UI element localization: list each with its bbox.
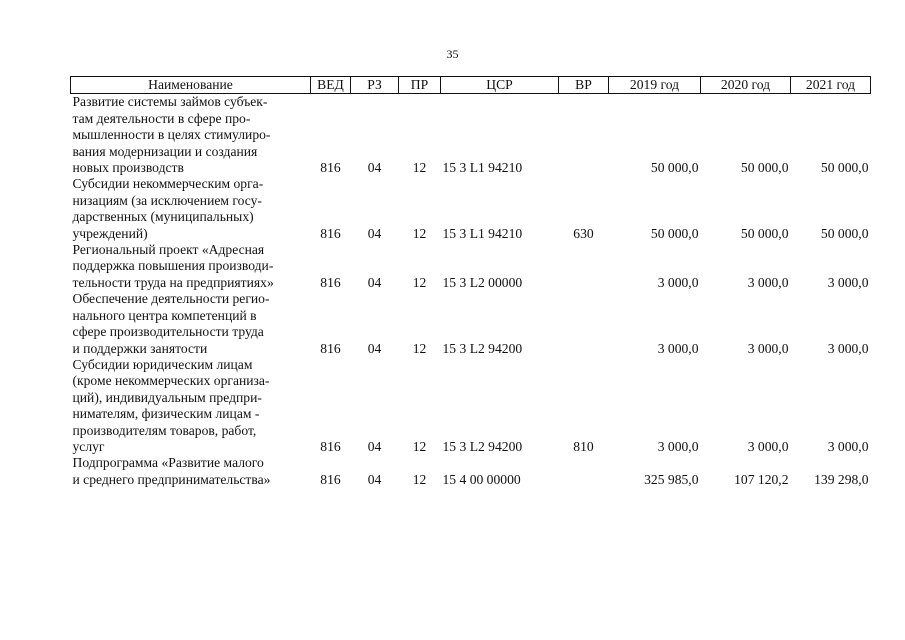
row-name [71,291,311,357]
cell-csr: 15 3 L2 94200 [442,340,523,356]
cell-2019: 3 000,0 [657,340,699,356]
cell-vr: 630 [573,225,594,241]
name-line: дарственных (муниципальных) [72,209,254,225]
table-row [71,291,871,357]
cell-rz: 04 [367,438,382,454]
header-name: Наименование [71,77,311,94]
name-line: тельности труда на предприятиях» [72,274,274,290]
name-line: низациям (за исключением госу- [72,192,262,208]
cell-rz: 04 [367,160,382,176]
page-number: 35 [446,47,459,61]
cell-pr: 12 [412,274,427,290]
name-line: сфере производительности труда [72,324,264,340]
name-line: новых производств [72,160,184,176]
cell-ved: 816 [320,160,341,176]
name-line: нимателям, физическим лицам - [72,406,260,422]
name-line: вания модернизации и создания [72,143,258,159]
cell-csr: 15 3 L1 94210 [442,160,523,176]
cell-rz: 04 [367,471,382,487]
cell-csr: 15 3 L2 00000 [442,274,523,290]
header-pr: ПР [399,77,441,94]
cell-vr: 810 [573,438,594,454]
name-line: и поддержки занятости [72,340,208,356]
cell-2020: 107 120,2 [734,471,789,487]
name-line: Субсидии некоммерческим орга- [72,176,264,192]
cell-ved: 816 [320,225,341,241]
cell-csr: 15 3 L2 94200 [442,438,523,454]
cell-2021: 50 000,0 [820,160,869,176]
cell-2021: 50 000,0 [820,225,869,241]
cell-2019: 50 000,0 [650,225,699,241]
cell-vr [559,291,609,357]
header-2021: 2021 год [791,77,871,94]
header-csr: ЦСР [441,77,559,94]
name-line: Развитие системы займов субъек- [72,94,268,110]
cell-pr: 12 [412,160,427,176]
cell-csr: 15 4 00 00000 [442,471,521,487]
cell-rz: 04 [367,225,382,241]
row-name [71,176,311,242]
cell-2021: 139 298,0 [814,471,869,487]
cell-vr [559,94,609,177]
cell-2020: 3 000,0 [747,274,789,290]
cell-csr: 15 3 L1 94210 [442,225,523,241]
table-row [71,94,871,177]
name-line: Региональный проект «Адресная [72,242,265,258]
name-line: Субсидии юридическим лицам [72,356,253,372]
row-name [71,357,311,455]
row-name [71,94,311,177]
cell-ved: 816 [320,340,341,356]
table-row [71,357,871,455]
name-line: ций), индивидуальным предпри- [72,389,262,405]
name-line: и среднего предпринимательства» [72,471,271,487]
name-line: (кроме некоммерческих организа- [72,373,270,389]
name-line: услуг [72,438,105,454]
table-row [71,455,871,488]
cell-pr: 12 [412,471,427,487]
name-line: мышленности в целях стимулиро- [72,127,271,143]
cell-2020: 3 000,0 [747,340,789,356]
cell-2020: 50 000,0 [740,160,789,176]
cell-ved: 816 [320,274,341,290]
table-row [71,176,871,242]
header-2019: 2019 год [609,77,701,94]
row-name [71,242,311,291]
name-line: нального центра компетенций в [72,307,257,323]
cell-pr: 12 [412,438,427,454]
cell-2019: 325 985,0 [644,471,699,487]
cell-rz: 04 [367,274,382,290]
cell-pr: 12 [412,225,427,241]
header-vr: ВР [559,77,609,94]
cell-2020: 3 000,0 [747,438,789,454]
cell-pr: 12 [412,340,427,356]
cell-2021: 3 000,0 [827,340,869,356]
cell-2021: 3 000,0 [827,274,869,290]
cell-2019: 50 000,0 [650,160,699,176]
name-line: учреждений) [72,225,148,241]
cell-ved: 816 [320,471,341,487]
cell-2019: 3 000,0 [657,274,699,290]
name-line: Подпрограмма «Развитие малого [72,455,264,471]
budget-table [70,76,871,488]
name-line: поддержка повышения производи- [72,258,274,274]
row-name [71,455,311,488]
header-2020: 2020 год [701,77,791,94]
header-rz: РЗ [351,77,399,94]
name-line: Обеспечение деятельности регио- [72,291,270,307]
cell-ved: 816 [320,438,341,454]
name-line: производителям товаров, работ, [72,422,257,438]
cell-2020: 50 000,0 [740,225,789,241]
cell-vr [559,455,609,488]
cell-vr [559,242,609,291]
cell-2021: 3 000,0 [827,438,869,454]
table-header-row [71,77,871,94]
name-line: там деятельности в сфере про- [72,110,251,126]
table-row [71,242,871,291]
header-ved: ВЕД [311,77,351,94]
cell-rz: 04 [367,340,382,356]
cell-2019: 3 000,0 [657,438,699,454]
